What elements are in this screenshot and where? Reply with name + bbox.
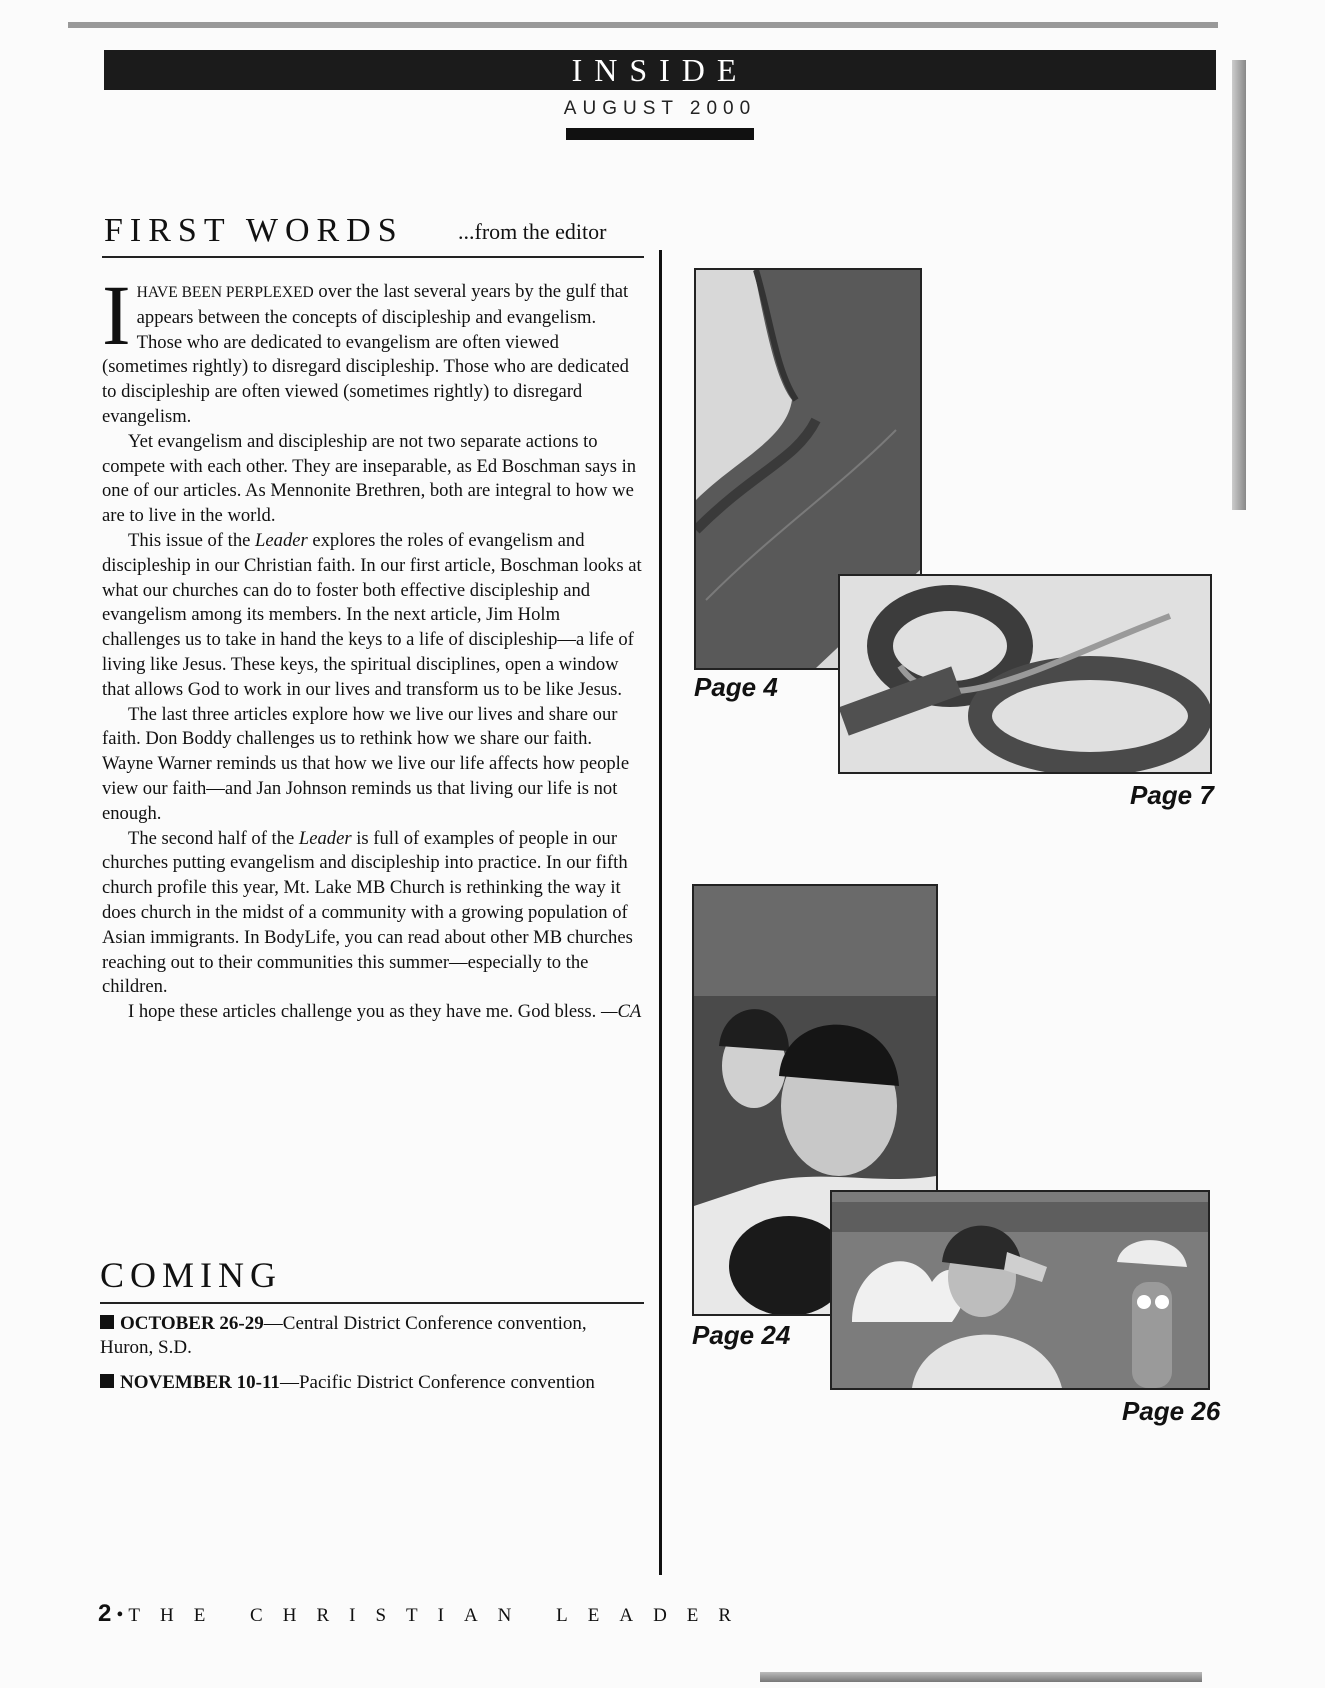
first-words-heading: FIRST WORDS bbox=[104, 212, 404, 249]
paragraph-text: is full of examples of people in our churches putting evangelism and discipleship into practice. In our fifth church profile this year, Mt. Lake MB Church is rethinking the way it does church in the midst of a community with a growing population of Asian immigrants. In BodyLife, you can read about other MB churches reaching out to their communities this summer—especially to the children. bbox=[102, 827, 633, 998]
editorial-body bbox=[102, 267, 642, 1025]
caption-page-24: Page 24 bbox=[692, 1320, 791, 1350]
issue-date: AUGUST 2000 bbox=[563, 98, 757, 119]
page-footer bbox=[98, 1600, 751, 1628]
editor-signature: —CA bbox=[600, 1001, 642, 1023]
page-number: 2 bbox=[98, 1600, 112, 1627]
page-edge-shadow-bottom bbox=[760, 1672, 1202, 1682]
top-rule bbox=[68, 22, 1218, 28]
section-title: INSIDE bbox=[571, 52, 749, 88]
caption-page-26: Page 26 bbox=[1122, 1396, 1221, 1426]
drop-cap: I bbox=[102, 267, 131, 363]
event-text: —Pacific District Conference convention bbox=[279, 1372, 595, 1393]
paragraph-text: explores the roles of evangelism and discipleship in our Christian faith. In our first article, Boschman looks at what our churches can do to foster both effective discipleship and evangelism among its members. In the next article, Jim Holm challenges us to take in hand the keys to a life of discipleship—a life of living like Jesus. These keys, the spiritual disciplines, open a window that allows God to work in our lives and transform us to be like Jesus. bbox=[102, 529, 642, 700]
column-divider bbox=[659, 250, 662, 1575]
paragraph-2: Yet evangelism and discipleship are not two separate actions to compete with each other. They are inseparable, as Ed Boschman says in one of our articles. As Mennonite Brethren, both are integral to how we are to live in the world. bbox=[102, 430, 637, 527]
puppet-show-image bbox=[832, 1192, 1208, 1388]
publication-title: THE CHRISTIAN LEADER bbox=[128, 1605, 752, 1626]
caption-page-7: Page 7 bbox=[1130, 780, 1214, 810]
page-edge-shadow bbox=[1232, 60, 1246, 510]
lead-caps: HAVE BEEN PERPLEXED bbox=[136, 284, 314, 301]
heading-rule bbox=[102, 256, 644, 258]
photo-page-26 bbox=[830, 1190, 1210, 1390]
publication-name: Leader bbox=[255, 529, 308, 551]
paragraph-6 bbox=[102, 1000, 642, 1025]
paragraph-text: This issue of the bbox=[128, 529, 256, 551]
event-date: OCTOBER 26-29 bbox=[120, 1313, 264, 1334]
coming-rule bbox=[100, 1302, 644, 1304]
bullet-square-icon bbox=[100, 1315, 114, 1329]
paragraph-text: The second half of the bbox=[128, 827, 299, 849]
paragraph-3 bbox=[102, 529, 642, 703]
event-text: —Central District Conference convention, Huron, S.D. bbox=[100, 1313, 587, 1358]
bullet-square-icon bbox=[100, 1374, 114, 1388]
event-item bbox=[100, 1371, 620, 1395]
event-item bbox=[100, 1312, 620, 1360]
keys-image bbox=[840, 576, 1210, 772]
paragraph-text: I hope these articles challenge you as they have me. God bless. bbox=[128, 1001, 601, 1023]
paragraph-1 bbox=[102, 267, 642, 430]
publication-name: Leader bbox=[298, 827, 352, 849]
paragraph-4: The last three articles explore how we live our lives and share our faith. Don Boddy challenges us to rethink how we share our faith. Wayne Warner reminds us that how we live our life affects how people view our faith—and Jan Johnson reminds us that living our life is not enough. bbox=[102, 703, 630, 824]
date-rule bbox=[566, 128, 754, 140]
paragraph-5 bbox=[102, 827, 642, 1001]
coming-heading: COMING bbox=[100, 1255, 283, 1295]
event-date: NOVEMBER 10-11 bbox=[120, 1372, 280, 1393]
first-words-subheading: ...from the editor bbox=[458, 219, 607, 244]
photo-page-7 bbox=[838, 574, 1212, 774]
footer-bullet: • bbox=[116, 1604, 124, 1626]
caption-page-4: Page 4 bbox=[694, 672, 778, 702]
paragraph-text: over the last several years by the gulf that appears between the concepts of discipleship and evangelism. Those who are dedicated to evangelism are often viewed (sometimes rightly) to disregard discipleship. Those who are dedicated to discipleship are often viewed (sometimes rightly) to disregard evangelism. bbox=[102, 281, 629, 427]
